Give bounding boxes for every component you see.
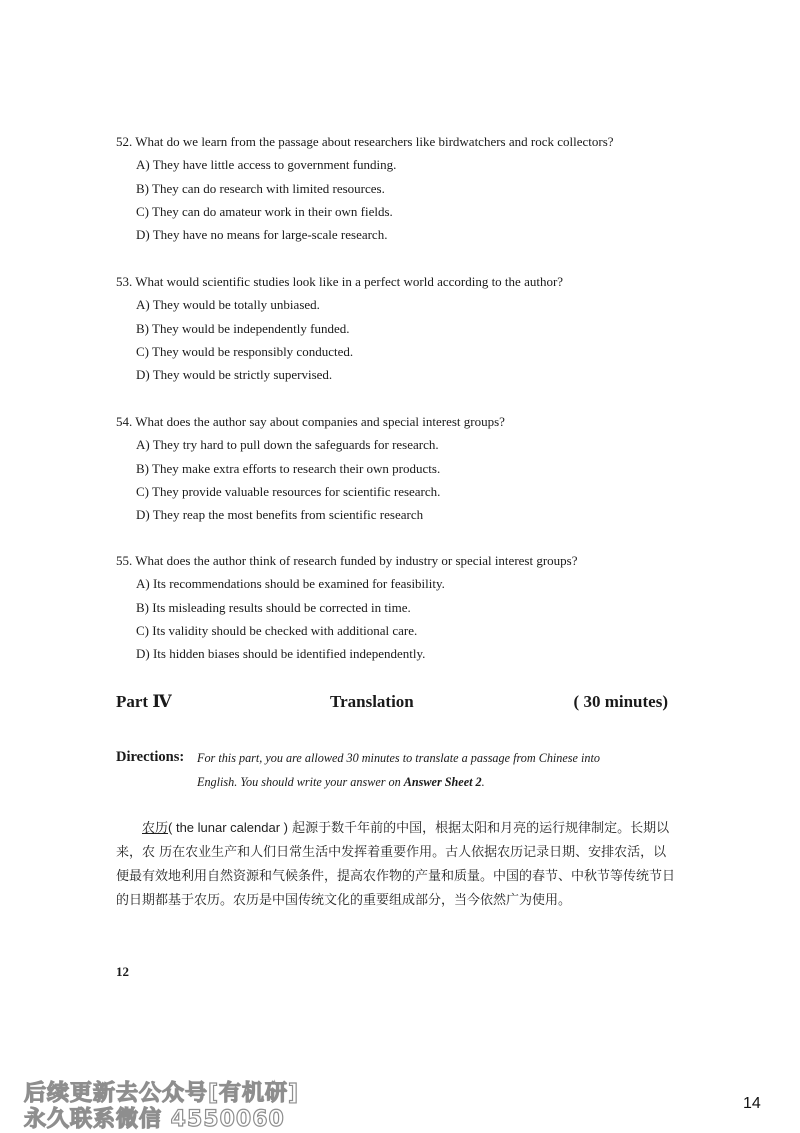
translation-passage xyxy=(116,816,676,913)
option-d: D) Its hidden biases should be identified independently. xyxy=(136,646,426,662)
directions-line-2 xyxy=(197,775,485,790)
question-53 xyxy=(116,274,696,383)
option-a: A) They have little access to government funding. xyxy=(136,157,397,173)
option-d: D) They have no means for large-scale research. xyxy=(136,227,388,243)
question-55 xyxy=(116,553,696,662)
passage-english-gloss: ( the lunar calendar ) xyxy=(168,820,288,835)
option-b: B) Its misleading results should be corrected in time. xyxy=(136,599,411,615)
part-label: Part Ⅳ xyxy=(116,692,172,711)
option-d: D) They reap the most benefits from scientific research xyxy=(136,507,424,523)
question-54 xyxy=(116,414,696,523)
option-c: C) They can do amateur work in their own fields. xyxy=(136,203,393,219)
directions-line-2-end: . xyxy=(481,775,485,789)
option-b: B) They make extra efforts to research their own products. xyxy=(136,460,441,476)
question-stem: 54. What does the author say about companies and special interest groups? xyxy=(116,414,505,429)
passage-term: 农历 xyxy=(142,821,169,836)
part-title: Translation xyxy=(330,692,414,711)
part-time: ( 30 minutes) xyxy=(573,692,668,711)
watermark-line-1: 后续更新去公众号[有机研] xyxy=(24,1081,300,1106)
question-52 xyxy=(116,134,696,243)
question-stem: 52. What do we learn from the passage about researchers like birdwatchers and rock collectors? xyxy=(116,134,614,149)
option-b: B) They would be independently funded. xyxy=(136,320,350,336)
corner-page-number: 14 xyxy=(743,1095,761,1112)
directions-line-2-text: English. You should write your answer on xyxy=(197,775,404,789)
directions-label: Directions: xyxy=(116,749,185,765)
option-c: C) They provide valuable resources for scientific research. xyxy=(136,483,441,499)
option-b: B) They can do research with limited resources. xyxy=(136,180,385,196)
answer-sheet-ref: Answer Sheet 2 xyxy=(403,775,482,789)
question-stem: 55. What does the author think of research funded by industry or special interest groups? xyxy=(116,553,578,568)
option-a: A) They would be totally unbiased. xyxy=(136,297,320,313)
option-a: A) Its recommendations should be examined for feasibility. xyxy=(136,576,445,592)
question-stem: 53. What would scientific studies look like in a perfect world according to the author? xyxy=(116,274,564,289)
option-a: A) They try hard to pull down the safeguards for research. xyxy=(136,437,439,453)
page-number: 12 xyxy=(116,964,129,979)
watermark-line-2: 永久联系微信 4550060 xyxy=(24,1107,285,1132)
part-heading xyxy=(116,692,668,714)
directions-line-1: For this part, you are allowed 30 minutes to translate a passage from Chinese into xyxy=(197,751,600,765)
option-d: D) They would be strictly supervised. xyxy=(136,367,333,383)
passage-body: 起源于数千年前的中国，根据太阳和月亮的运行规律制定。长期以来，农 历在农业生产和人们日常生活中发挥着重要作用。古人依据农历记录日期、安排农活，以便最有效地利用自然资源和气候条件，提高农作物的产量和质量。中国的春节、中秋节等传统节日的日期都基于农历。农历是中国传统文化的重要组成部分，当今依然广为使用。 xyxy=(116,821,676,908)
option-c: C) They would be responsibly conducted. xyxy=(136,343,354,359)
option-c: C) Its validity should be checked with additional care. xyxy=(136,622,418,638)
